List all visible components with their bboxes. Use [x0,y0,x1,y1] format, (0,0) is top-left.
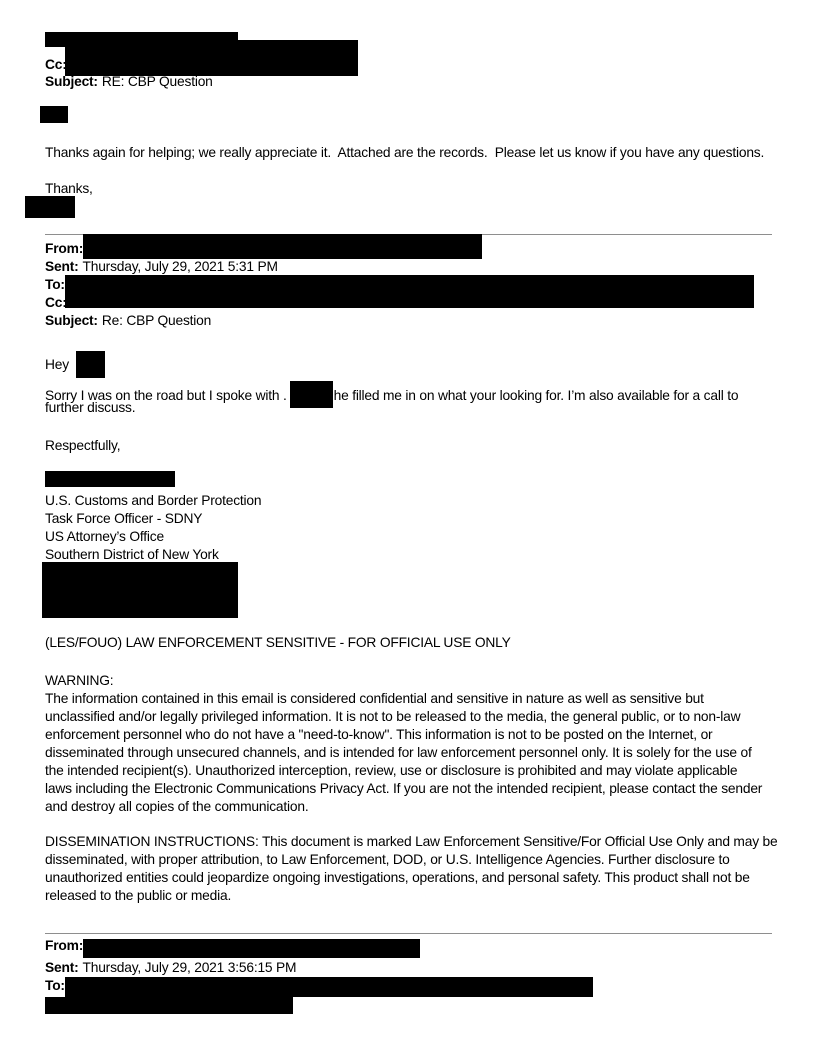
subject-value: RE: CBP Question [101,74,213,89]
dissemination-line: disseminated, with proper attribution, to Law Enforcement, DOD, or U.S. Intelligence Agencies. Further disclosure to [45,852,730,867]
sent-label: Sent: [45,960,79,975]
redaction-box [76,351,105,378]
redaction-box [290,381,333,408]
greeting-text: Hey [45,357,69,372]
email2-sent-row [45,258,278,276]
dissemination-line: released to the public or media. [45,888,232,903]
email1-subject-row [45,73,213,91]
sent-label: Sent: [45,259,79,274]
email2-greeting-row [45,351,105,378]
email1-closing: Thanks, [45,181,93,196]
email1-body-line: Thanks again for helping; we really appreciate it. Attached are the records. Please let us know if you have any questions. [45,145,765,160]
sent-value: Thursday, July 29, 2021 5:31 PM [82,259,278,274]
signature-line: Southern District of New York [45,547,219,562]
email3-to-row [45,977,65,995]
email2-subject-row [45,312,211,330]
email2-closing: Respectfully, [45,438,121,453]
email-separator [45,933,772,934]
email3-sent-row [45,959,296,977]
redaction-bar [83,234,482,259]
subject-label: Subject: [45,74,98,89]
email2-body-line2: further discuss. [45,400,136,415]
warning-line: The information contained in this email is considered confidential and sensitive in nature as well as sensitive but [45,691,704,706]
body-text: he filled me in on what your looking for. I’m also available for a call to [333,388,739,403]
email2-body-line1 [45,381,738,408]
redaction-bar [65,977,593,997]
dissemination-line: DISSEMINATION INSTRUCTIONS: This document is marked Law Enforcement Sensitive/For Official Use Only and may be [45,834,778,849]
redaction-bar [65,40,358,76]
to-label: To: [45,277,65,292]
redaction-bar [40,106,68,123]
from-label: From: [45,938,84,953]
redaction-bar [45,997,293,1014]
email2-from-row [45,240,83,258]
redaction-bar [65,275,754,308]
warning-line: disseminated through unsecured channels, and is intended for law enforcement personnel only. It is solely for the use of [45,745,752,760]
cc-label: Cc: [45,295,67,310]
to-label: To: [45,978,65,993]
redaction-bar [45,471,175,487]
subject-label: Subject: [45,313,98,328]
signature-line: Task Force Officer - SDNY [45,511,203,526]
subject-value: Re: CBP Question [101,313,212,328]
sent-value: Thursday, July 29, 2021 3:56:15 PM [82,960,297,975]
cc-label: Cc: [45,57,67,72]
redaction-block [42,562,238,618]
les-fouo-line: (LES/FOUO) LAW ENFORCEMENT SENSITIVE - FOR OFFICIAL USE ONLY [45,635,511,650]
warning-line: enforcement personnel who do not have a "need-to-know". This information is not to be posted on the Internet, or [45,727,713,742]
warning-line: and destroy all copies of the communication. [45,799,309,814]
email2-to-row [45,276,65,294]
email1-cc-row [45,56,67,74]
redaction-bar [83,939,420,958]
warning-line: laws including the Electronic Communications Privacy Act. If you are not the intended recipient, please contact the sender [45,781,763,796]
redaction-bar [25,196,75,218]
email2-cc-row [45,294,67,312]
warning-line: the intended recipient(s). Unauthorized interception, review, use or disclosure is prohibited and may violate applicable [45,763,738,778]
warning-heading: WARNING: [45,673,114,688]
dissemination-line: unauthorized entities could jeopardize ongoing investigations, operations, and personal safety. This product shall not be [45,870,750,885]
body-text: Sorry I was on the road but I spoke with . [45,388,287,403]
warning-line: unclassified and/or legally privileged information. It is not to be released to the media, the general public, or to non-law [45,709,741,724]
from-label: From: [45,241,84,256]
signature-line: US Attorney’s Office [45,529,164,544]
email3-from-row [45,937,83,955]
signature-line: U.S. Customs and Border Protection [45,493,262,508]
